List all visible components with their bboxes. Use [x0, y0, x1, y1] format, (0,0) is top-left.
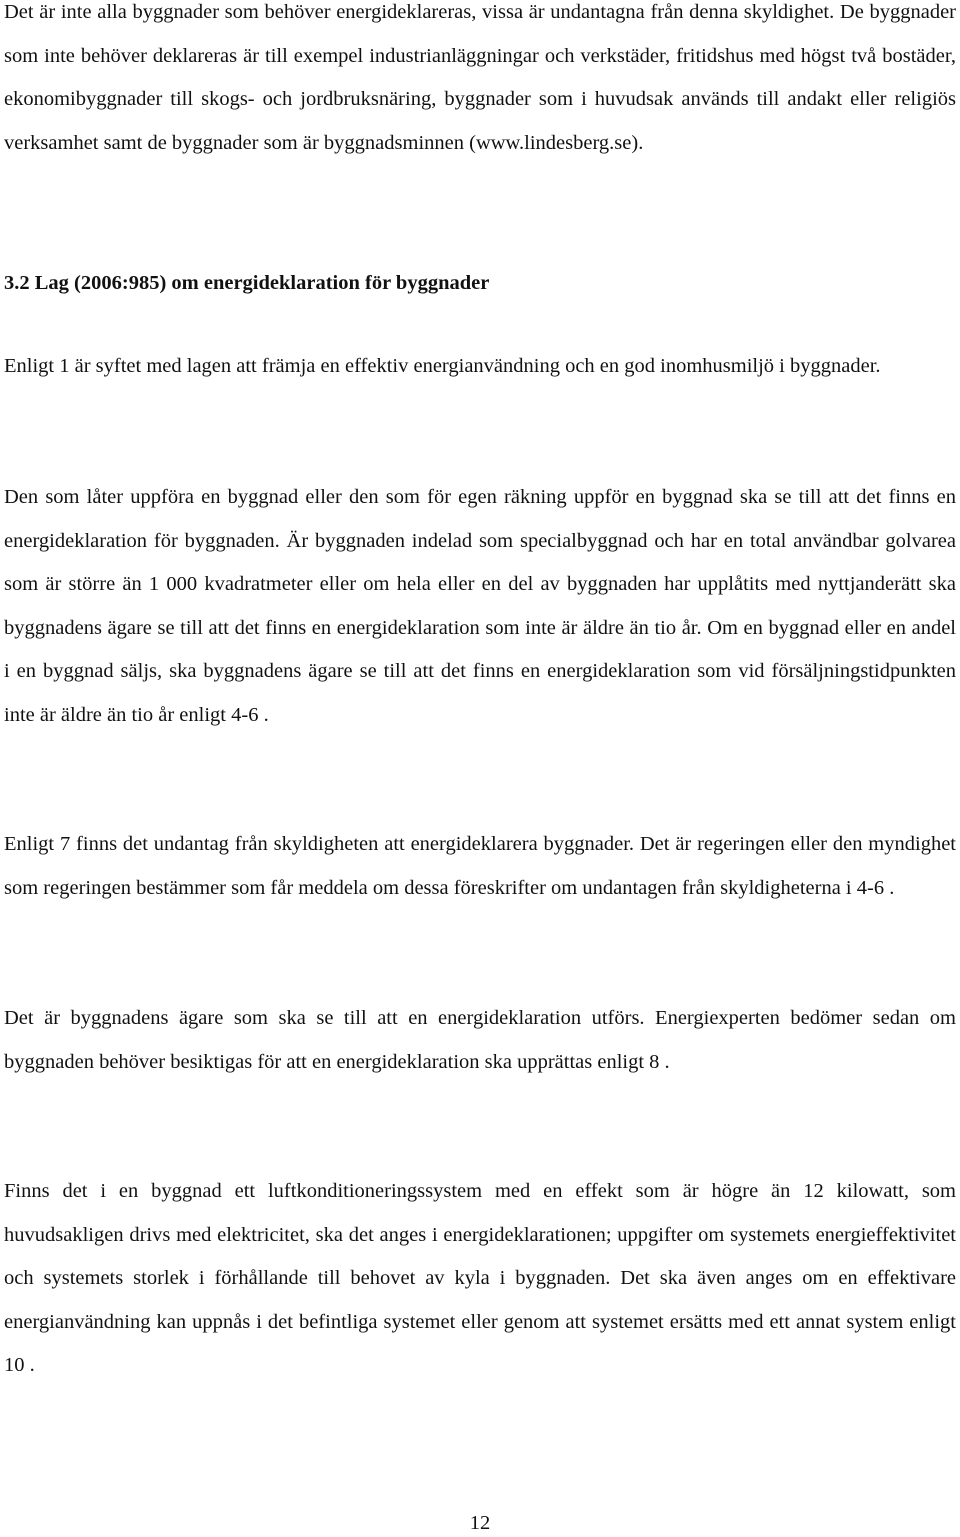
paragraph-exceptions: Enligt 7 finns det undantag från skyldigheten att energideklarera byggnader. Det är regeringen eller den myndighet som regeringen bestämmer som får meddela om dessa föreskrifter om undantagen från skyldigheterna i 4-6 .	[4, 833, 956, 899]
paragraph-obligation: Den som låter uppföra en byggnad eller den som för egen räkning uppför en byggnad ska se till att det finns en energideklaration för byggnaden. Är byggnaden indelad som specialbyggnad och har en total användbar golvarea som är större än 1 000 kvadratmeter eller om hela eller en del av byggnaden har upplåtits med nyttjanderätt ska byggnadens ägare se till att det finns en energideklaration som inte är äldre än tio år. Om en byggnad eller en andel i en byggnad säljs, ska byggnadens ägare se till att det finns en energideklaration som vid försäljningstidpunkten inte är äldre än tio år enligt 4-6 .	[4, 486, 956, 726]
paragraph-exemptions: Det är inte alla byggnader som behöver energideklareras, vissa är undantagna från denna skyldighet. De byggnader som inte behöver deklareras är till exempel industrianläggningar och verkstäder, fritidshus med högst två bostäder, ekonomibyggnader till skogs- och jordbruksnäring, byggnader som i huvudsak används till andakt eller religiös verksamhet samt de byggnader som är byggnadsminnen (www.lindesberg.se).	[4, 1, 956, 154]
paragraph-purpose: Enligt 1 är syftet med lagen att främja en effektiv energianvändning och en god inomhusmiljö i byggnader.	[4, 355, 881, 377]
paragraph-owner-responsibility: Det är byggnadens ägare som ska se till att en energideklaration utförs. Energiexperten bedömer sedan om byggnaden behöver besiktigas för att en energideklaration ska upprättas enligt 8 .	[4, 1007, 956, 1073]
page-number: 12	[469, 1512, 491, 1534]
section-heading: 3.2 Lag (2006:985) om energideklaration för byggnader	[4, 272, 490, 294]
paragraph-air-conditioning: Finns det i en byggnad ett luftkonditioneringssystem med en effekt som är högre än 12 kilowatt, som huvudsakligen drivs med elektricitet, ska det anges i energideklarationen; uppgifter om systemets energieffektivitet och systemets storlek i förhållande till behovet av kyla i byggnaden. Det ska även anges om en effektivare energianvändning kan uppnås i det befintliga systemet eller genom att systemet ersätts med ett annat system enligt 10 .	[4, 1180, 956, 1376]
